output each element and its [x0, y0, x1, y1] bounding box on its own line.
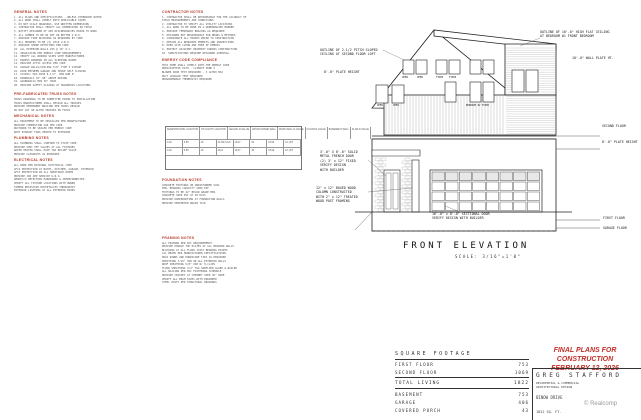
- sqft-label: FIRST FLOOR: [395, 361, 434, 367]
- sqft-row: [395, 390, 529, 398]
- note-line: GFCI PROTECTION AT BATHS, KITCHEN, GARAGE, EXTERIOR: [14, 167, 94, 171]
- energy-header-cell: BASEMENT WALL: [328, 127, 351, 139]
- sqft-total-label: TOTAL LIVING: [395, 380, 441, 386]
- energy-cell: 0.55: [183, 140, 200, 147]
- contractor-heading: CONTRACTOR NOTES: [162, 10, 204, 14]
- note-line: 2. CONTRACTOR TO VERIFY ALL UTILITY LOCATIONS: [162, 22, 233, 26]
- note-line: 1. CONTRACTOR SHALL BE RESPONSIBLE FOR THE ACCURACY OF: [162, 15, 247, 19]
- note-line: ROOF SHEATHING 5/8" OSB W/ H-CLIPS: [162, 263, 216, 267]
- note-line: 18. HANDRAILS 34"-38" ABOVE NOSING: [14, 76, 68, 80]
- note-line: 5. NOTIFY DESIGNER OF ANY DISCREPANCIES PRIOR TO WORK: [14, 29, 97, 33]
- note-line: SHEATHING 7/16" OSB ON ALL EXTERIOR WALLS: [162, 259, 227, 263]
- sqft-row: [395, 406, 529, 414]
- note-line: 20. PROVIDE SAFETY GLAZING AT HAZARDOUS LOCATIONS: [14, 83, 91, 87]
- designer-name: GREG STAFFORD: [536, 372, 622, 379]
- note-line: SMOKE/CO DETECTORS HARDWIRED & INTERCONNECTED: [14, 178, 85, 182]
- window-label: FIXED: [436, 76, 444, 79]
- note-line: 1. ALL PLANS AND SPECIFICATIONS - UNLESS OTHERWISE NOTED: [14, 15, 102, 19]
- foundation-heading: FOUNDATION NOTES: [162, 178, 202, 182]
- energy-cell: 49: [200, 140, 217, 147]
- sqft-value: 43: [521, 407, 529, 413]
- sqft-label: BASEMENT: [395, 391, 424, 397]
- sqft-total-row: [395, 379, 529, 387]
- energy-cell: 10, 2FT: [284, 140, 301, 147]
- callout-first-floor: FIRST FLOOR: [603, 216, 625, 220]
- elevation-title: FRONT ELEVATION: [403, 241, 530, 251]
- final-plans-line1: FINAL PLANS FOR CONSTRUCTION: [553, 347, 617, 363]
- note-line: DO NOT CUT OR ALTER TRUSSES IN FIELD: [14, 108, 71, 112]
- sqft-value: 753: [518, 391, 529, 397]
- square-footage-heading: SQUARE FOOTAGE: [395, 351, 529, 360]
- sqft-row: [395, 398, 529, 406]
- sqft-row: [395, 368, 529, 376]
- note-line: FOOTINGS TO BE 42" BELOW GRADE MIN.: [162, 190, 217, 194]
- callout-flat-ceiling: OUTLINE OF 10'-0" HIGH FLAT CEILING AT BEDROOM #1 FRONT BEDROOM: [540, 30, 610, 39]
- note-line: AFCI PROTECTION IN ALL HABITABLE ROOMS: [14, 171, 74, 175]
- energy-cell: 15/19: [267, 140, 284, 147]
- note-line: 7. OBTAIN ALL REQUIRED PERMITS AND INSPECTIONS: [162, 40, 234, 44]
- energy-heading: ENERGY CODE COMPLIANCE: [162, 58, 218, 63]
- energy-header-cell: MASS WALL R-VALUE: [278, 127, 306, 139]
- final-plans-line2: FEBRUARY 12, 2026: [551, 365, 619, 372]
- note-line: BLOCKING AT ALL FLOOR JOIST BEARING POINTS: [162, 248, 228, 252]
- note-line: FLOOR SHEATHING 3/4" T&G SUBFLOOR GLUED & NAILED: [162, 266, 237, 270]
- divider: [395, 388, 529, 389]
- sqft-value: 1069: [514, 369, 529, 375]
- window-label: OPEN: [417, 76, 423, 79]
- window-label: OPEN: [393, 104, 399, 107]
- energy-header-cell: CEILING R-VALUE: [228, 127, 251, 139]
- energy-cell: 13/17: [234, 148, 251, 155]
- note-line: PROVIDE SHUT OFF VALVES AT ALL FIXTURES: [14, 145, 75, 149]
- sqft-label: SECOND FLOOR: [395, 369, 438, 375]
- note-line: ALL NAILING PER IRC FASTENING SCHEDULE: [162, 270, 222, 274]
- callout-garage-door: 16'-0" x 8'-0" SECTIONAL DOOR VERIFY DESIGN WITH BUILDER: [432, 212, 490, 221]
- note-line: 9. PROVIDE SMOKE DETECTORS PER CODE: [14, 44, 69, 48]
- sqft-total-value: 1822: [513, 380, 529, 386]
- note-line: 2. ALL WORK SHALL COMPLY WITH APPLICABLE CODES: [14, 19, 86, 23]
- note-line: 12. VERIFY ALL WINDOW SIZES WITH MANUFACTURER: [14, 55, 85, 59]
- energy-header-cell: WOOD FRAME WALL: [251, 127, 278, 139]
- divider: [395, 377, 529, 378]
- callout-sloped-ceiling: OUTLINE OF 2-1/2 PITCH SLOPED CEILING AT SECOND FLOOR LOFT: [320, 48, 378, 57]
- garage-panel: [527, 172, 539, 181]
- sqft-row: [395, 360, 529, 368]
- note-line: BATH EXHAUST FANS VENTED TO EXTERIOR: [14, 130, 71, 134]
- note-line: 6. ALL LUMBER TO BE #2 SPF OR BETTER U.N.O.: [14, 33, 82, 37]
- note-line: 3. ALL WORK TO BE DONE IN A WORKMANLIKE MANNER: [162, 26, 234, 30]
- note-line: 4. CONTRACTOR SHALL VERIFY ALL DIMENSIONS IN FIELD: [14, 26, 93, 30]
- window-label: FIXED: [449, 76, 457, 79]
- project-name: BINOW DRIVE: [536, 395, 563, 400]
- note-line: 16. DOOR BETWEEN GARAGE AND HOUSE SELF CLOSING: [14, 69, 86, 73]
- note-line: 8. KEEP SITE CLEAN AND FREE OF DEBRIS: [162, 44, 220, 48]
- porch-column: [412, 160, 419, 212]
- note-line: PROVIDE CRICKET AT CHIMNEY OVER 30" WIDE: [162, 273, 225, 277]
- energy-cell: 30: [250, 148, 267, 155]
- note-line: 11. INSULATION PER ENERGY CODE REQUIREMENTS: [14, 51, 82, 55]
- window-label: BEDROOM #2 FIXED: [466, 104, 490, 107]
- energy-cell: 30: [250, 140, 267, 147]
- designer-sub1: RESIDENTIAL & COMMERCIAL: [536, 381, 580, 385]
- energy-cell: 0.30: [166, 148, 183, 155]
- note-line: 9. PROTECT ADJACENT PROPERTY DURING CONSTRUCTION: [162, 47, 237, 51]
- note-line: LVL BEAMS PER MANUFACTURER SPECIFICATIONS: [162, 252, 227, 256]
- note-line: TRUSS MANUFACTURER SHALL DESIGN ALL TRUSSES: [14, 101, 82, 105]
- window-label: OPEN: [377, 104, 383, 107]
- callout-plate-height-right: 8'-0" PLATE HEIGHT: [602, 140, 638, 144]
- note-line: VERIFY ALL FIXTURE LOCATIONS WITH OWNER: [14, 181, 75, 185]
- designer-sub2: ARCHITECTURAL DESIGN: [536, 385, 573, 389]
- energy-header-cell: FLOOR R-VALUE: [306, 127, 328, 139]
- note-line: PRESCRIPTIVE PATH - CLIMATE ZONE 5: [162, 67, 216, 71]
- garage-panel: [486, 172, 498, 181]
- energy-header-cell: SKYLIGHT U-FACTOR: [200, 127, 228, 139]
- energy-cell: 49: [200, 148, 217, 155]
- garage-panel: [514, 172, 526, 181]
- note-line: WATER HEATER SHALL HAVE T&P RELIEF VALVE: [14, 149, 77, 153]
- note-line: CONCRETE FOOTINGS ON UNDISTURBED SOIL: [162, 183, 220, 187]
- note-line: 10. ALL EXTERIOR WALLS 2X6 @ 16" O.C.: [14, 47, 72, 51]
- note-line: STEEL POSTS PER STRUCTURAL DRAWINGS: [162, 281, 217, 285]
- energy-header-cell: SLAB R-VALUE: [351, 127, 371, 139]
- note-line: 6. COORDINATE ALL TRADES PRIOR TO CONSTRUCTION: [162, 37, 234, 41]
- note-line: ALL FRAMING PER IRC REQUIREMENTS: [162, 241, 212, 245]
- note-line: 15. GARAGE WALLS/CEILING 5/8" TYPE X GYPSUM: [14, 65, 82, 69]
- sqft-label: COVERED PORCH: [395, 407, 441, 413]
- note-line: DUCTWORK TO BE SEALED PER ENERGY CODE: [14, 127, 72, 131]
- energy-cell: 20 OR 13+5: [217, 140, 234, 147]
- sqft-value: 406: [518, 399, 529, 405]
- energy-cell: 20+5: [217, 148, 234, 155]
- note-line: EXTERIOR LIGHTING AT ALL EXTERIOR DOORS: [14, 189, 75, 193]
- note-line: VERIFY ALL BEAM SIZES WITH ENGINEER: [162, 277, 217, 281]
- note-line: PROVIDE PERIMETER DRAIN TILE: [162, 201, 206, 205]
- energy-cell: 13/17: [234, 140, 251, 147]
- note-line: 14. PROVIDE ATTIC ACCESS PER CODE: [14, 62, 66, 66]
- note-line: 17. STAIRS: MAX RISE 8 1/4", MIN RUN 9": [14, 73, 75, 77]
- note-line: PROVIDE CLEANOUTS AS REQUIRED: [14, 152, 60, 156]
- electrical-heading: ELECTRICAL NOTES: [14, 158, 53, 163]
- note-line: ALL PLUMBING SHALL CONFORM TO STATE CODE: [14, 142, 77, 145]
- note-line: PROVIDE DAMPPROOFING AT FOUNDATION WALLS: [162, 197, 225, 201]
- callout-garage-floor: GARAGE FLOOR: [603, 226, 627, 230]
- note-line: BLOWER DOOR TEST REQUIRED - 3 ACH50 MAX: [162, 70, 223, 74]
- note-line: CONCRETE 3000 PSI AT 28 DAYS: [162, 194, 206, 198]
- note-line: 3. DO NOT SCALE DRAWINGS. USE WRITTEN DIMENSIONS: [14, 22, 89, 26]
- note-line: THIS HOME SHALL COMPLY WITH THE ENERGY CODE: [162, 63, 230, 67]
- energy-cell: 0.55: [183, 148, 200, 155]
- energy-cell: 10, 2FT: [284, 148, 301, 155]
- note-line: 7. PROVIDE FIRE BLOCKING AS REQUIRED BY CODE: [14, 37, 83, 41]
- garage-panel: [459, 172, 471, 181]
- note-line: TRUSS DRAWINGS TO BE SUBMITTED PRIOR TO INSTALLATION: [14, 98, 96, 102]
- note-line: PROVIDE 200 AMP SERVICE U.N.O.: [14, 174, 61, 178]
- note-line: 19. GUARDRAILS MIN 36" HIGH: [14, 80, 57, 84]
- energy-header-cell: FENESTRATION U-FACTOR: [166, 127, 200, 139]
- callout-plate-height-left: 8'-0" PLATE HEIGHT: [324, 70, 360, 74]
- callout-second-floor: SECOND FLOOR: [602, 124, 626, 128]
- callout-wall-plate: 10'-0" WALL PLATE HT.: [572, 56, 614, 60]
- sqft-label: GARAGE: [395, 399, 417, 405]
- note-line: HOLD DOWNS AND HURRICANE TIES AS REQUIRED: [162, 255, 227, 259]
- note-line: 5. DESIGNER NOT RESPONSIBLE FOR MEANS & METHODS: [162, 33, 236, 37]
- note-line: PROVIDE COMBUSTION AIR PER CODE: [14, 123, 63, 127]
- note-line: DUCT LEAKAGE TEST REQUIRED: [162, 74, 203, 78]
- prefab-truss-heading: PRE-FABRICATED TRUSS NOTES: [14, 92, 77, 97]
- garage-panel: [446, 172, 458, 181]
- general-notes-heading: GENERAL NOTES: [14, 10, 48, 14]
- note-line: 13. EGRESS WINDOWS IN ALL SLEEPING ROOMS: [14, 58, 77, 62]
- note-line: PROVIDE PERMANENT BRACING PER TRUSS DESIGN: [14, 105, 80, 109]
- framing-heading: FRAMING NOTES: [162, 236, 195, 240]
- window-label: OPEN: [402, 76, 408, 79]
- note-line: ALL WORK PER NATIONAL ELECTRICAL CODE: [14, 163, 72, 167]
- note-line: MIN. BEARING CAPACITY 2000 PSF: [162, 187, 209, 191]
- sheet-number: 1822 SQ. FT.: [536, 410, 562, 414]
- front-door: [384, 170, 400, 212]
- garage-panel: [500, 172, 512, 181]
- note-line: PROGRAMMABLE THERMOSTAT REQUIRED: [162, 78, 212, 82]
- plumbing-heading: PLUMBING NOTES: [14, 136, 49, 141]
- watermark: © Realcomp: [584, 401, 618, 407]
- callout-front-door: 3'-0" X 8'-0" SOLID METAL FRENCH DOOR (2) 3' x 12" FIXED VERIFY DESIGN WITH BUILDER: [320, 150, 358, 172]
- square-footage-table: [395, 351, 529, 419]
- energy-cell: 15/19: [267, 148, 284, 155]
- note-line: 4. PROVIDE TEMPORARY BRACING AS REQUIRED: [162, 29, 225, 33]
- sqft-value: 753: [518, 361, 529, 367]
- note-line: 8. ALL HEADERS TO BE (2) 2X10 U.N.O.: [14, 40, 71, 44]
- note-line: ALL EQUIPMENT TO BE INSTALLED PER MANUFACTURER: [14, 120, 86, 124]
- note-line: 10. SUBSTITUTIONS REQUIRE DESIGNER APPROVAL: [162, 51, 230, 55]
- garage-panel: [473, 172, 485, 181]
- note-line: FIELD MEASUREMENTS AND CONDITIONS: [162, 19, 214, 23]
- garage-panel: [432, 172, 444, 181]
- porch-roof: [372, 150, 420, 156]
- elevation-scale: SCALE: 3/16"=1'0": [455, 254, 522, 259]
- note-line: PROVIDE DOUBLE TOP PLATES AT ALL BEARING WALLS: [162, 245, 234, 249]
- note-line: TAMPER RESISTANT RECEPTACLES THROUGHOUT: [14, 185, 75, 189]
- energy-cell: 0.30: [166, 140, 183, 147]
- mechanical-heading: MECHANICAL NOTES: [14, 114, 55, 119]
- callout-column: 12" x 12" BOXED WOOD COLUMN CONSTRUCTED WITH 2" x 12" TREATED WOOD POST FRAMING: [316, 186, 358, 204]
